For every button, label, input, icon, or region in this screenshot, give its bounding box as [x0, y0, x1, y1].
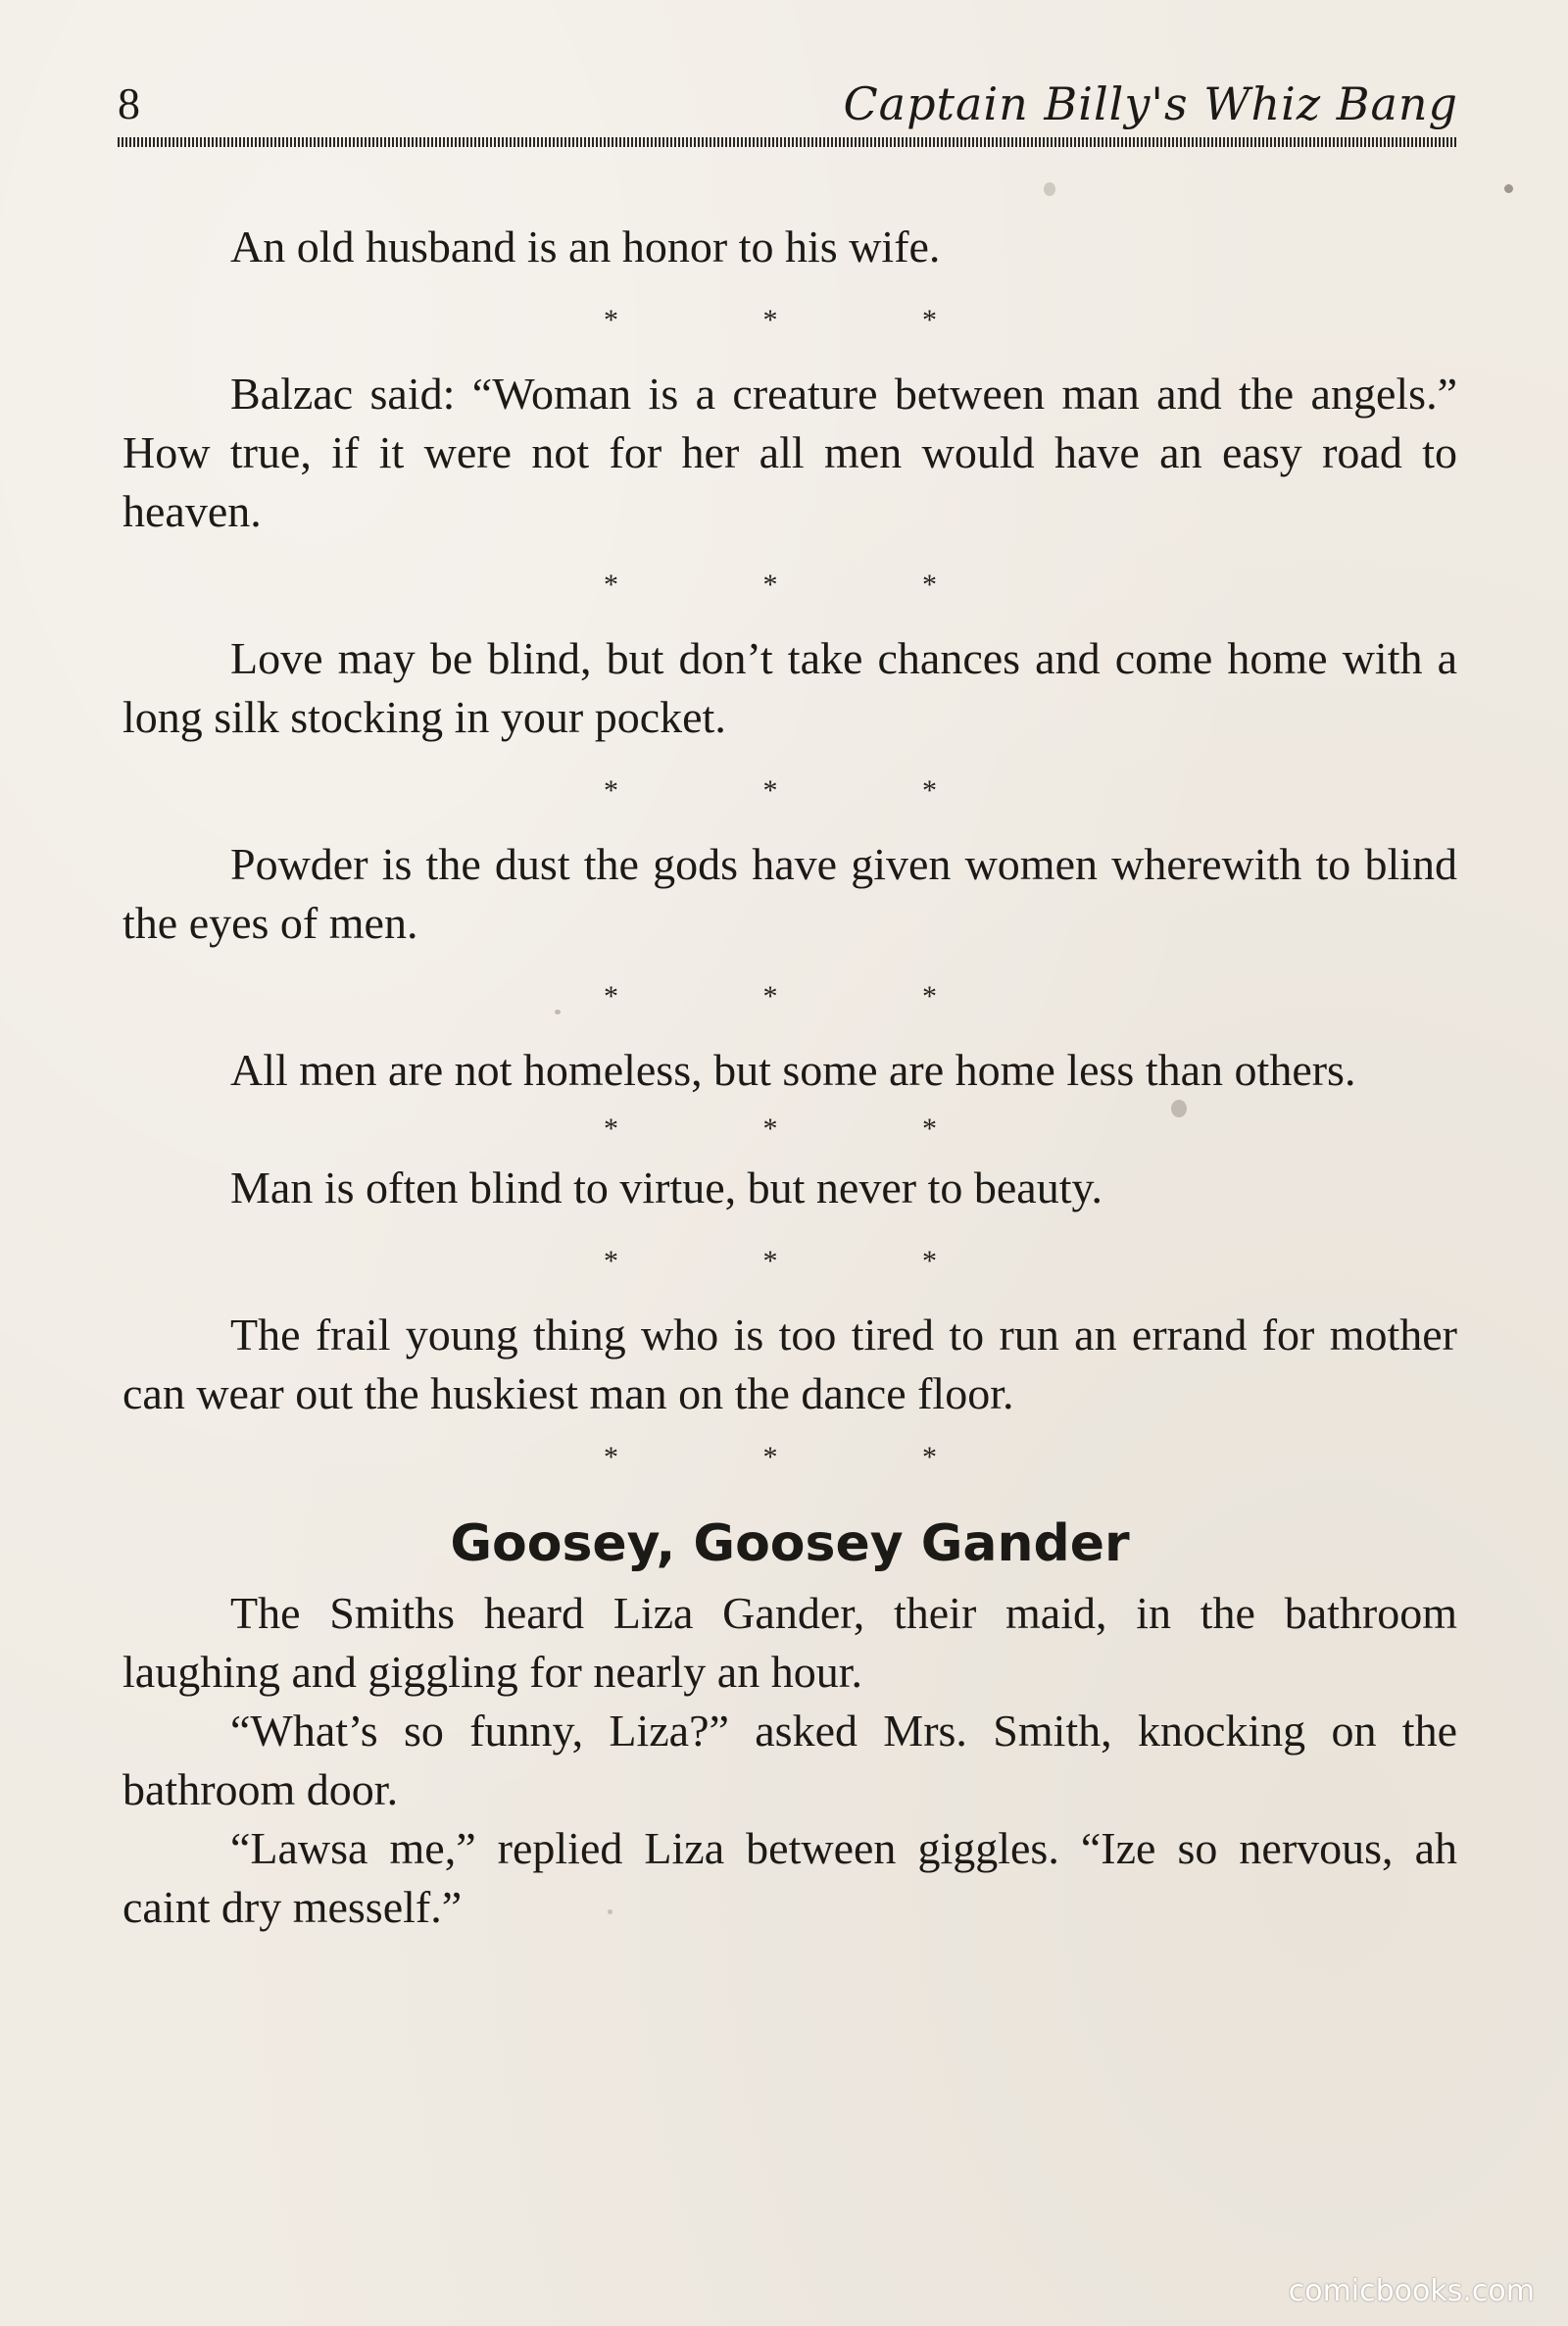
asterism-separator: * * *: [604, 774, 1005, 807]
story-title: Goosey, Goosey Gander: [450, 1514, 1130, 1573]
joke-paragraph: Man is often blind to virtue, but never to beauty.: [230, 1163, 1102, 1212]
asterism-separator: * * *: [604, 1245, 1005, 1277]
paper-speck: [1171, 1100, 1187, 1117]
asterism-separator: * * *: [604, 304, 1005, 336]
asterism-separator: * * *: [604, 1113, 1005, 1145]
joke-paragraph: Love may be blind, but don’t take chances and come home with a long silk stocking in your pocket.: [122, 633, 1457, 742]
header-rule: [118, 137, 1458, 147]
joke-paragraph: The frail young thing who is too tired to run an errand for mother can wear out the huskiest man on the dance floor.: [122, 1310, 1457, 1418]
joke-paragraph: Balzac said: “Woman is a creature between man and the angels.” How true, if it were not for her all men would have an easy road to heaven.: [122, 369, 1457, 536]
running-title: Captain Billy's Whiz Bang: [843, 77, 1458, 130]
story-paragraph: “What’s so funny, Liza?” asked Mrs. Smith, knocking on the bathroom door.: [122, 1706, 1457, 1814]
asterism-separator: * * *: [604, 980, 1005, 1013]
joke-paragraph: All men are not homeless, but some are home less than others.: [230, 1045, 1356, 1095]
page-body: [122, 218, 1457, 1937]
story-paragraph: “Lawsa me,” replied Liza between giggles. “Ize so nervous, ah caint dry mesself.”: [122, 1823, 1457, 1932]
story-paragraph: The Smiths heard Liza Gander, their maid, in the bathroom laughing and giggling for nearly an hour.: [122, 1588, 1457, 1697]
paper-speck: [608, 1909, 612, 1914]
paper-speck: [1504, 184, 1513, 193]
asterism-separator: * * *: [604, 1441, 1005, 1473]
asterism-separator: * * *: [604, 569, 1005, 601]
story-body: [122, 1584, 1457, 1937]
watermark: comicbooks.com: [1288, 2274, 1535, 2308]
paper-speck: [555, 1010, 561, 1015]
paper-speck: [1044, 182, 1055, 196]
page-number: 8: [118, 78, 140, 128]
page-header: [118, 77, 1458, 130]
joke-paragraph: Powder is the dust the gods have given women wherewith to blind the eyes of men.: [122, 839, 1457, 948]
joke-paragraph: An old husband is an honor to his wife.: [230, 222, 941, 272]
